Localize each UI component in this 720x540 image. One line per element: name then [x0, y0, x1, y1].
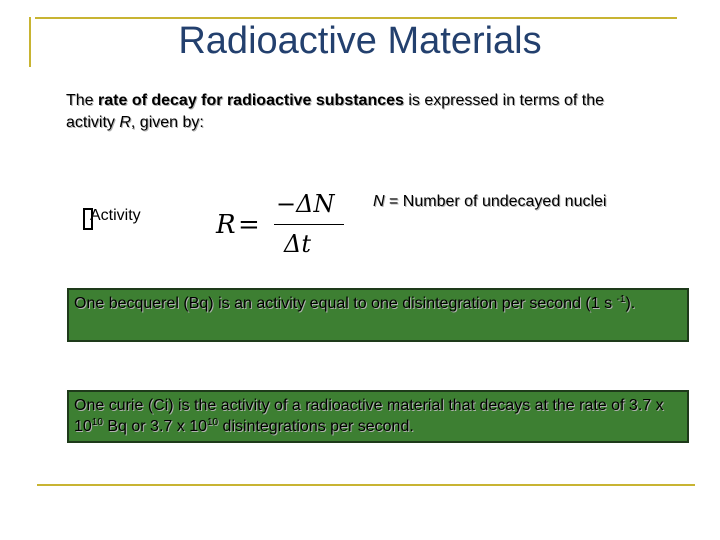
bottom-rule: [37, 484, 695, 486]
formula-numerator: [276, 190, 334, 218]
intro-text-3: , given by:: [130, 114, 204, 131]
intro-text-1: The: [66, 92, 99, 109]
curie-text-3: disintegrations per second.: [218, 418, 414, 435]
formula-equals: =: [238, 210, 260, 240]
intro-bold-phrase: rate of decay for radioactive substances: [98, 92, 404, 109]
activity-label: Activity: [90, 207, 141, 224]
curie-definition-box: [67, 390, 689, 443]
formula-numerator-text: −ΔN: [276, 190, 335, 218]
intro-text-2: is expressed in terms of the activity: [66, 92, 605, 131]
slide-title: Radioactive Materials: [178, 20, 542, 62]
activity-formula: [216, 188, 336, 264]
curie-text-2: Bq or 3.7 x 10: [102, 418, 207, 435]
formula-denominator-text: Δt: [284, 230, 311, 258]
intro-variable-r: R: [119, 114, 131, 131]
formula-denominator: [284, 230, 311, 258]
formula-lhs: R: [216, 210, 236, 240]
formula-fraction-bar: [274, 224, 344, 225]
n-definition-text: = Number of undecayed nuclei: [384, 193, 607, 210]
becquerel-text-end: ).: [625, 295, 636, 312]
curie-exponent-2: 10: [206, 417, 219, 428]
curie-text-1: One curie (Ci) is the activity of a radioactive material that decays at the rate of 3.7 x 10: [74, 397, 664, 435]
curie-exponent-1: 10: [91, 417, 103, 428]
intro-paragraph: [66, 90, 656, 134]
n-definition-variable: N: [373, 193, 385, 210]
becquerel-exponent: -1: [616, 294, 626, 305]
n-definition: [373, 192, 606, 212]
becquerel-text: One becquerel (Bq) is an activity equal to one disintegration per second (1 s: [74, 295, 617, 312]
becquerel-definition-box: [67, 288, 689, 342]
